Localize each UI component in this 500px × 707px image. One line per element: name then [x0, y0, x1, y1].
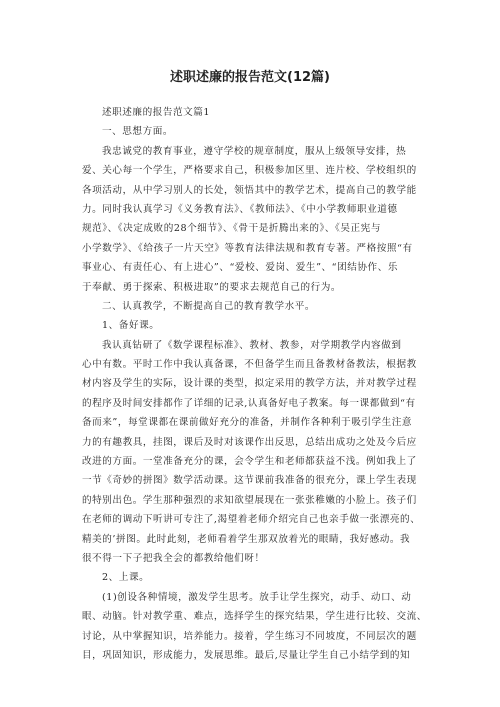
text-line: 1、备好课。 — [102, 320, 160, 332]
text-line: 很不得一下子把我全会的都教给他们呀！ — [82, 552, 265, 564]
document-title: 述职述廉的报告范文(12篇) — [170, 70, 330, 85]
text-line: 的特别出色。学生那种强烈的求知欲望展现在一张张稚嫩的小脸上。孩子们 — [82, 494, 417, 506]
text-line: 小学数学》、《给孩子一片天空》等教育法律法规和教育专著。严格按照“有 — [82, 242, 413, 254]
text-line: 一节《奇妙的拼图》数学活动课。这节课前我准备的很充分，课上学生表现 — [82, 475, 417, 487]
text-line: 力的有趣教具，挂图，课后及时对该课作出反思，总结出成功之处及今后应 — [82, 436, 417, 448]
text-line: 改进的方面。一堂准备充分的课，会令学生和老师都获益不浅。例如我上了 — [82, 456, 417, 468]
text-line: 于奉献、勇于探索、积极进取”的要求去规范自己的行为。 — [82, 281, 342, 293]
text-line: 心中有数。平时工作中我认真备课，不但备学生而且备教材备教法，根据教 — [82, 359, 417, 371]
document-body — [82, 103, 427, 665]
text-line: 在老师的调动下听讲可专注了,渴望着老师介绍完自己也亲手做一张漂亮的、 — [82, 514, 421, 526]
text-line: 眼、动脑。针对教学重、难点，选择学生的探究结果，学生进行比较、交流、 — [82, 611, 427, 623]
text-line: 各项活动，从中学习别人的长处，领悟其中的教学艺术，提高自己的教学能 — [82, 184, 417, 196]
text-line: (1)创设各种情境，激发学生思考。放手让学生探究，动手、动口、动 — [102, 591, 412, 603]
text-line: 精美的’拼图。此时此刻，老师看着学生那双放着光的眼睛，我好感动。我 — [82, 533, 411, 545]
text-line: 规范》、《决定成败的28个细节》、《骨干是折腾出来的》、《吴正宪与 — [82, 223, 381, 235]
text-line: 爱、关心每一个学生，严格要求自己，积极参加区里、连片校、学校组织的 — [82, 165, 417, 177]
text-line: 二、认真教学，不断提高自己的教育教学水平。 — [102, 300, 316, 312]
text-line: 我认真钻研了《数学课程标准》、教材、教参，对学期教学内容做到 — [102, 339, 402, 351]
text-line: 2、上课。 — [102, 572, 150, 584]
text-line: 讨论，从中掌握知识，培养能力。接着，学生练习不同坡度，不同层次的题 — [82, 630, 417, 642]
text-line: 备而来”，每堂课都在课前做好充分的准备，并制作各种利于吸引学生注意 — [82, 417, 413, 429]
text-line: 述职述廉的报告范文篇1 — [102, 107, 211, 118]
text-line: 事业心、有责任心、有上进心”、“爱校、爱岗、爱生”、“团结协作、乐 — [82, 262, 398, 274]
text-line: 的程序及时间安排都作了详细的记录,认真备好电子教案。每一课都做到“有 — [82, 397, 416, 409]
text-line: 我忠诚党的教育事业，遵守学校的规章制度，服从上级领导安排，热 — [102, 145, 407, 157]
text-line: 一、思想方面。 — [102, 126, 174, 138]
text-line: 目，巩固知识，形成能力，发展思维。最后,尽量让学生自己小结学到的知 — [82, 649, 411, 661]
text-line: 力。同时我认真学习《义务教育法》、《教师法》、《中小学教师职业道德 — [82, 203, 398, 215]
text-line: 材内容及学生的实际，设计课的类型，拟定采用的教学方法，并对教学过程 — [82, 378, 417, 390]
